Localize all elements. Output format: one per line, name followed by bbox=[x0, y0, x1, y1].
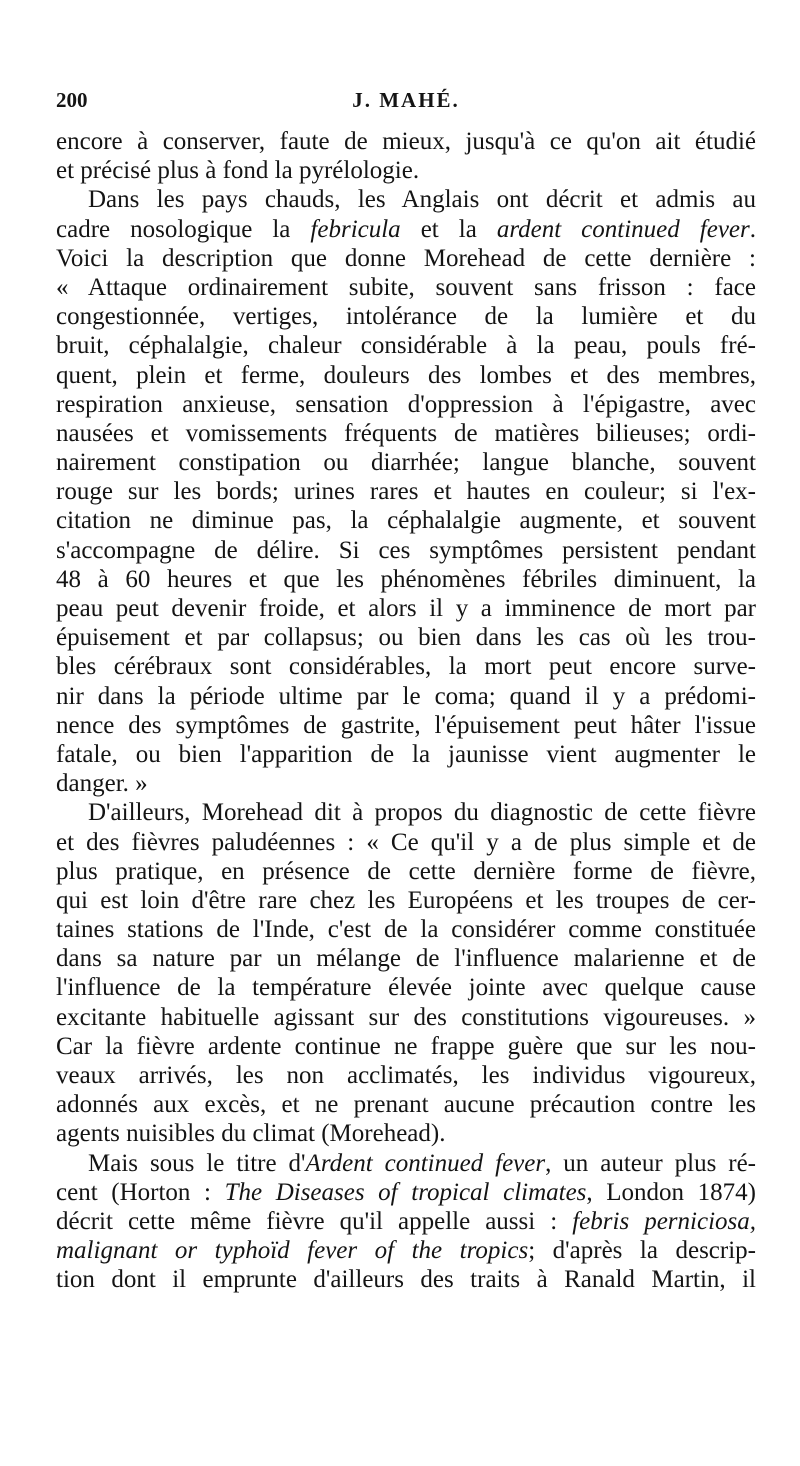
text-line bbox=[56, 682, 756, 711]
text-span: fatale, ou bien l'apparition de la jaunisse vient augmenter le bbox=[56, 740, 756, 768]
text-line bbox=[56, 536, 756, 565]
page-header bbox=[56, 88, 756, 118]
text-line bbox=[56, 244, 756, 273]
body-text bbox=[56, 127, 756, 1295]
text-line bbox=[56, 1265, 756, 1294]
text-line bbox=[56, 565, 756, 594]
text-span: tion dont il emprunte d'ailleurs des traits à Ranald Martin, il bbox=[56, 1266, 756, 1294]
text-span: plus pratique, en présence de cette dernière forme de fièvre, bbox=[56, 857, 756, 885]
text-line bbox=[56, 477, 756, 506]
text-span: Dans les pays chauds, les Anglais ont décrit et admis au bbox=[88, 186, 756, 214]
text-line bbox=[56, 652, 756, 681]
text-line bbox=[56, 1236, 756, 1265]
text-span: agents nuisibles du climat (Morehead). bbox=[56, 1120, 446, 1148]
text-span: et la bbox=[400, 215, 497, 243]
text-span: nausées et vomissements fréquents de matières bilieuses; ordi- bbox=[56, 419, 756, 447]
text-span: respiration anxieuse, sensation d'oppression à l'épigastre, avec bbox=[56, 390, 756, 418]
text-line bbox=[56, 594, 756, 623]
text-span: D'ailleurs, Morehead dit à propos du diagnostic de cette fièvre bbox=[88, 799, 756, 827]
text-line bbox=[56, 1032, 756, 1061]
text-line bbox=[56, 711, 756, 740]
text-span: s'accompagne de délire. Si ces symptômes persistent pendant bbox=[56, 536, 756, 564]
text-line bbox=[56, 1061, 756, 1090]
text-span: nir dans la période ultime par le coma; quand il y a prédomi- bbox=[56, 682, 756, 710]
text-span: cadre nosologique la bbox=[56, 215, 311, 243]
text-span: rouge sur les bords; urines rares et hautes en couleur; si l'ex- bbox=[56, 478, 756, 506]
text-span: « Attaque ordinairement subite, souvent sans frisson : face bbox=[56, 273, 756, 301]
text-line bbox=[56, 944, 756, 973]
text-span: décrit cette même fièvre qu'il appelle aussi : bbox=[56, 1207, 573, 1235]
text-span: bles cérébraux sont considérables, la mort peut encore surve- bbox=[56, 653, 756, 681]
text-span: veaux arrivés, les non acclimatés, les individus vigoureux, bbox=[56, 1062, 756, 1089]
text-span: congestionnée, vertiges, intolérance de la lumière et du bbox=[56, 303, 756, 331]
text-span: épuisement et par collapsus; ou bien dans les cas où les trou- bbox=[56, 624, 756, 652]
text-line bbox=[56, 331, 756, 360]
text-span: taines stations de l'Inde, c'est de la considérer comme constituée bbox=[56, 916, 756, 944]
text-span: citation ne diminue pas, la céphalalgie augmente, et souvent bbox=[56, 507, 756, 535]
text-line bbox=[56, 127, 756, 156]
text-line bbox=[56, 215, 756, 244]
italic-text: Ardent continued fever bbox=[305, 1149, 546, 1177]
text-span: et des fièvres paludéennes : « Ce qu'il y a de plus simple et de bbox=[56, 828, 756, 856]
text-span: quent, plein et ferme, douleurs des lombes et des membres, bbox=[56, 361, 756, 389]
text-line bbox=[56, 915, 756, 944]
text-span: , London 1874) bbox=[586, 1178, 756, 1206]
text-line bbox=[56, 390, 756, 419]
text-span: Mais sous le titre d' bbox=[88, 1149, 306, 1177]
text-line bbox=[56, 1003, 756, 1032]
text-span: 48 à 60 heures et que les phénomènes fébriles diminuent, la bbox=[56, 565, 756, 593]
text-span: nence des symptômes de gastrite, l'épuisement peut hâter l'issue bbox=[56, 711, 756, 739]
text-line bbox=[56, 156, 756, 185]
text-line bbox=[56, 1119, 756, 1148]
page-number: 200 bbox=[56, 88, 88, 112]
text-line bbox=[56, 798, 756, 827]
italic-text: ardent continued fever bbox=[496, 215, 750, 243]
text-span: peau peut devenir froide, et alors il y a imminence de mort par bbox=[56, 595, 756, 622]
text-span: bruit, céphalalgie, chaleur considérable à la peau, pouls fré- bbox=[56, 332, 756, 360]
text-span: danger. » bbox=[56, 770, 148, 798]
text-span: cent (Horton : bbox=[56, 1178, 225, 1206]
text-line bbox=[56, 857, 756, 886]
text-span: adonnés aux excès, et ne prenant aucune précaution contre les bbox=[56, 1091, 756, 1119]
text-line bbox=[56, 448, 756, 477]
text-line bbox=[56, 886, 756, 915]
text-span: dans sa nature par un mélange de l'influence malarienne et de bbox=[56, 945, 756, 973]
text-line bbox=[56, 273, 756, 302]
text-line bbox=[56, 419, 756, 448]
text-line bbox=[56, 973, 756, 1002]
text-span: , un auteur plus ré- bbox=[545, 1149, 756, 1177]
italic-text: malignant or typhoïd fever of the tropics bbox=[56, 1237, 529, 1265]
italic-text: febricula bbox=[310, 215, 401, 243]
text-span: Voici la description que donne Morehead de cette dernière : bbox=[56, 244, 756, 272]
text-line bbox=[56, 302, 756, 331]
text-line bbox=[56, 506, 756, 535]
italic-text: febris perniciosa, bbox=[572, 1207, 757, 1235]
text-span: excitante habituelle agissant sur des constitutions vigoureuses. » bbox=[56, 1003, 756, 1031]
text-line bbox=[56, 740, 756, 769]
running-head: J. MAHÉ. bbox=[352, 88, 460, 112]
text-line bbox=[56, 623, 756, 652]
text-line bbox=[56, 828, 756, 857]
text-span: nairement constipation ou diarrhée; langue blanche, souvent bbox=[56, 449, 756, 477]
text-line bbox=[56, 769, 756, 798]
text-span: qui est loin d'être rare chez les Européens et les troupes de cer- bbox=[56, 886, 756, 914]
text-span: l'influence de la température élevée jointe avec quelque cause bbox=[56, 974, 756, 1002]
text-span: ; d'après la descrip- bbox=[528, 1237, 756, 1265]
text-span: et précisé plus à fond la pyrélologie. bbox=[56, 157, 420, 185]
text-line bbox=[56, 1149, 756, 1178]
text-span: encore à conserver, faute de mieux, jusqu'à ce qu'on ait étudié bbox=[56, 128, 756, 155]
text-line bbox=[56, 1178, 756, 1207]
text-line bbox=[56, 361, 756, 390]
text-line bbox=[56, 185, 756, 214]
italic-text: The Diseases of tropical climates bbox=[224, 1178, 587, 1206]
text-line bbox=[56, 1207, 756, 1236]
text-span: Car la fièvre ardente continue ne frappe guère que sur les nou- bbox=[56, 1032, 756, 1060]
text-span: . bbox=[749, 215, 756, 243]
text-line bbox=[56, 1090, 756, 1119]
